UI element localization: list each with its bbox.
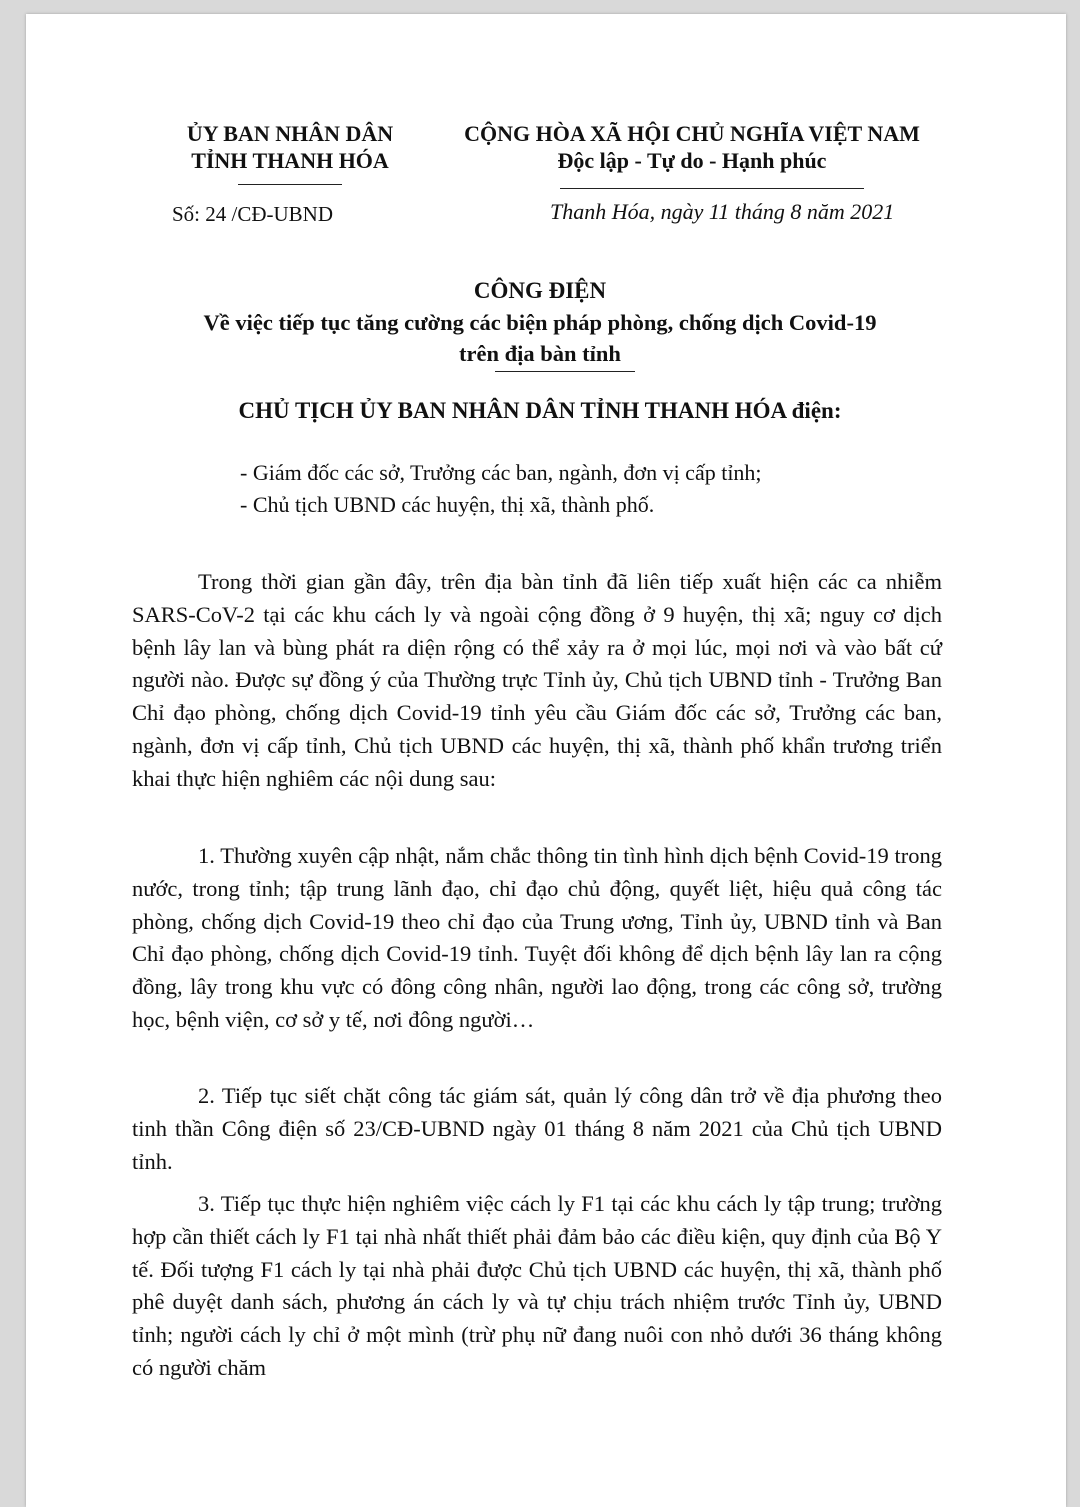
document-type: CÔNG ĐIỆN: [473, 278, 607, 303]
place-and-date: Thanh Hóa, ngày 11 tháng 8 năm 2021: [550, 199, 895, 224]
national-title: CỘNG HÒA XÃ HỘI CHỦ NGHĨA VIỆT NAM: [464, 121, 920, 146]
document-subject-line-2: trên địa bàn tỉnh: [459, 341, 621, 366]
issuer-line-2: TỈNH THANH HÓA: [191, 148, 389, 173]
issuer-underline: [238, 184, 342, 185]
addresser-line: CHỦ TỊCH ỦY BAN NHÂN DÂN TỈNH THANH HÓA điện:: [238, 398, 842, 423]
recipient-2: - Chủ tịch UBND các huyện, thị xã, thành phố.: [240, 492, 655, 517]
recipient-1: - Giám đốc các sở, Trưởng các ban, ngành, đơn vị cấp tỉnh;: [240, 460, 762, 485]
national-motto: Độc lập - Tự do - Hạnh phúc: [557, 148, 827, 173]
document-number: Số: 24 /CĐ-UBND: [172, 202, 334, 226]
subject-underline: [495, 371, 635, 372]
paragraph-item-2: 2. Tiếp tục siết chặt công tác giám sát, quản lý công dân trở về địa phương theo tinh thần Công điện số 23/CĐ-UBND ngày 01 tháng 8 năm 2021 của Chủ tịch UBND tỉnh.: [132, 1083, 942, 1174]
motto-underline: [560, 188, 864, 189]
national-motto-block: [432, 120, 952, 174]
paragraph-item-1: 1. Thường xuyên cập nhật, nắm chắc thông tin tình hình dịch bệnh Covid-19 trong nước, trong tỉnh; tập trung lãnh đạo, chỉ đạo chủ động, quyết liệt, hiệu quả công tác phòng, chống dịch Covid-19 theo chỉ đạo của Trung ương, Tỉnh ủy, UBND tỉnh và Ban Chỉ đạo phòng, chống dịch Covid-19 tỉnh. Tuyệt đối không để dịch bệnh lây lan ra cộng đồng, lây trong khu vực có đông công nhân, người lao động, trong các công sở, trường học, bệnh viện, cơ sở y tế, nơi đông người…: [132, 843, 942, 1032]
paragraph-intro: Trong thời gian gần đây, trên địa bàn tỉnh đã liên tiếp xuất hiện các ca nhiễm SARS-CoV-2 tại các khu cách ly và ngoài cộng đồng ở 9 huyện, thị xã; nguy cơ dịch bệnh lây lan và bùng phát ra diện rộng có thể xảy ra ở mọi lúc, mọi nơi và vào bất cứ người nào. Được sự đồng ý của Thường trực Tỉnh ủy, Chủ tịch UBND tỉnh - Trưởng Ban Chỉ đạo phòng, chống dịch Covid-19 tỉnh yêu cầu Giám đốc các sở, Trưởng các ban, ngành, đơn vị cấp tỉnh, Chủ tịch UBND các huyện, thị xã, thành phố khẩn trương triển khai thực hiện nghiêm các nội dung sau:: [132, 569, 942, 791]
document-subject-line-1: Về việc tiếp tục tăng cường các biện pháp phòng, chống dịch Covid-19: [203, 310, 877, 335]
paragraph-item-3: 3. Tiếp tục thực hiện nghiêm việc cách ly F1 tại các khu cách ly tập trung; trường hợp cần thiết cách ly F1 tại nhà nhất thiết phải đảm bảo các điều kiện, quy định của Bộ Y tế. Đối tượng F1 cách ly tại nhà phải được Chủ tịch UBND các huyện, thị xã, thành phố phê duyệt danh sách, phương án cách ly và tự chịu trách nhiệm trước Tỉnh ủy, UBND tỉnh; người cách ly chỉ ở một mình (trừ phụ nữ đang nuôi con nhỏ dưới 36 tháng không có người chăm: [132, 1191, 942, 1380]
issuer-line-1: ỦY BAN NHÂN DÂN: [186, 121, 394, 146]
issuer-block: [140, 120, 440, 174]
